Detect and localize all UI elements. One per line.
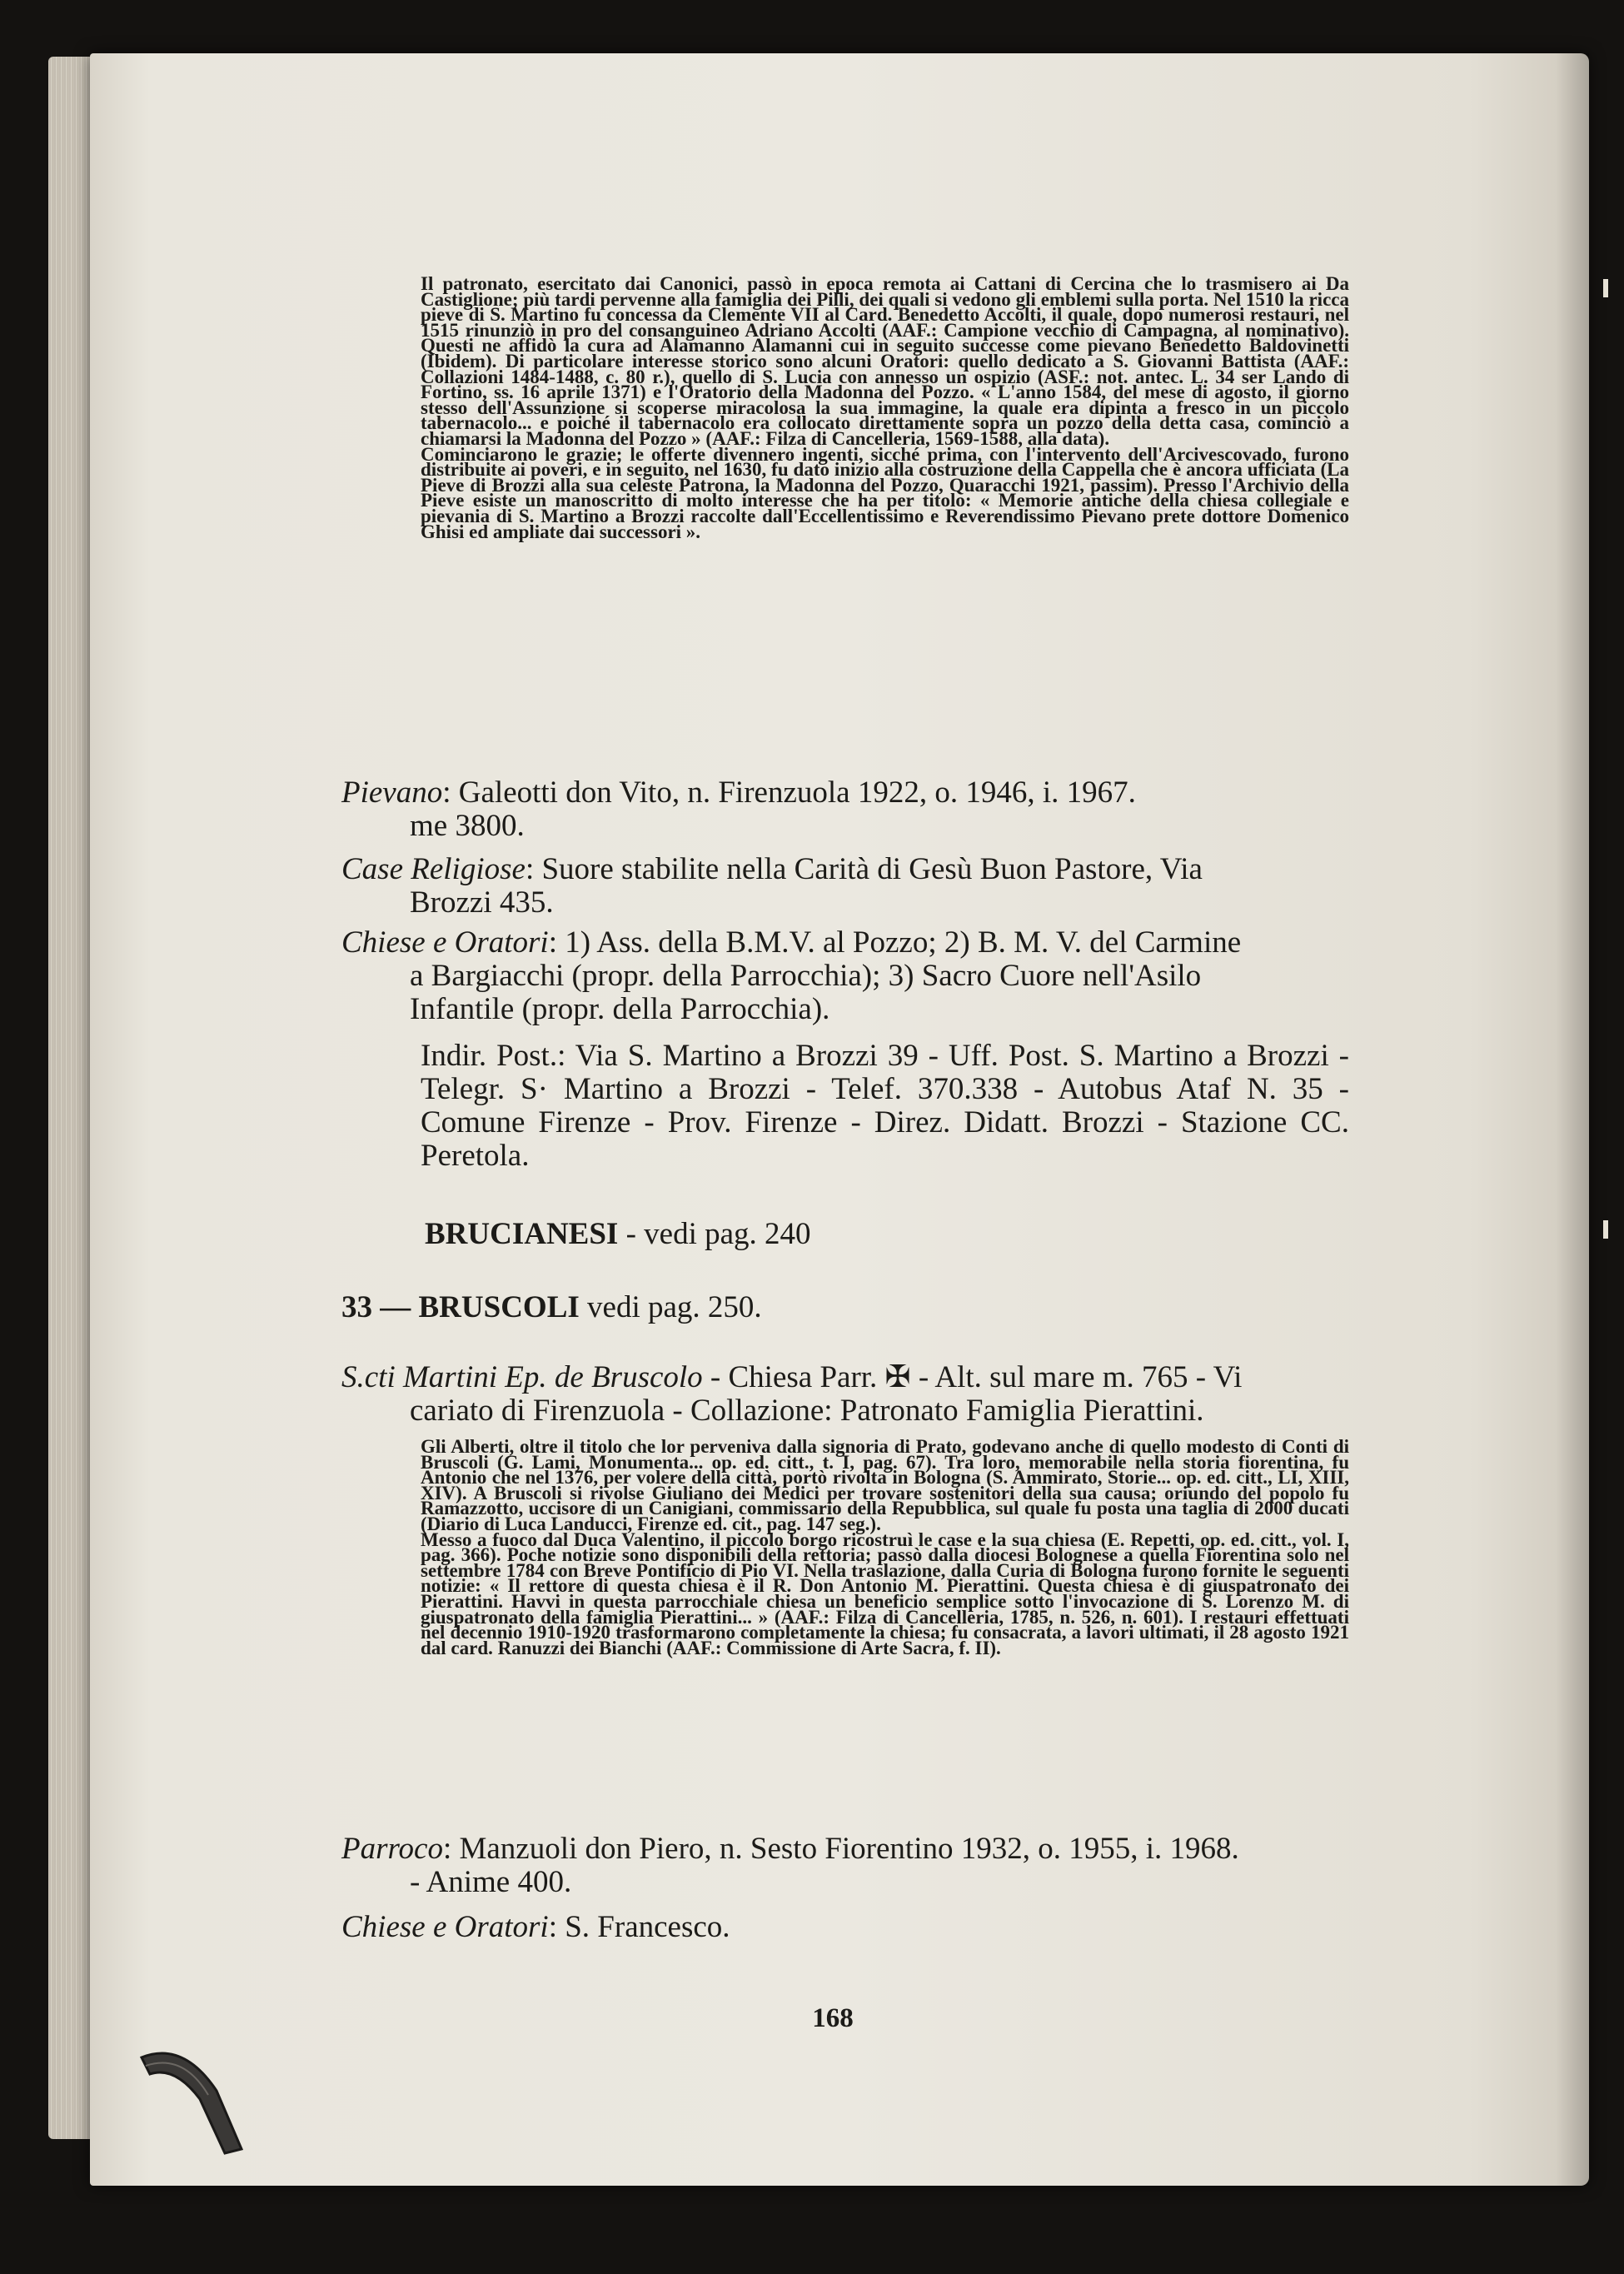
edge-mark (1603, 1220, 1608, 1239)
brucianesi-heading: BRUCIANESI (425, 1217, 619, 1251)
postal-info: Indir. Post.: Via S. Martino a Brozzi 39 - Uff. Post. S. Martino a Brozzi - Telegr. S· Martino a Brozzi - Telef. 370.338 - Autobus Ataf N. 35 - Comune Firenze - Prov. Firenze - Direz. Didatt. Brozzi - Stazione CC. Peretola. (421, 1039, 1349, 1173)
case-religiose-text: Suore stabilite nella Carità di Gesù Buon Pastore, Via (541, 852, 1203, 886)
brucianesi-line (425, 1218, 1341, 1251)
colon: : (442, 1832, 460, 1866)
chiese-oratori-text-cont: Infantile (propr. della Parrocchia). (410, 992, 830, 1026)
edge-mark (1603, 279, 1608, 297)
church-name-label: S.cti Martini Ep. de Bruscolo (341, 1360, 703, 1394)
bruscoli-line (341, 1291, 1341, 1324)
chiese-oratori-text-cont: a Bargiacchi (propr. della Parrocchia); 3) Sacro Cuore nell'Asilo (410, 959, 1202, 993)
bruscolo-church-entry (341, 1361, 1349, 1428)
bruscoli-ref: vedi pag. 250. (587, 1290, 762, 1324)
parroco-text-cont: - Anime 400. (410, 1865, 572, 1899)
ribbon-bookmark (125, 2041, 250, 2157)
note-paragraph: Messo a fuoco dal Duca Valentino, il piccolo borgo ricostruì le case e la sua chiesa (E. Repetti, op. ed. citt., vol. I, pag. 366). Poche notizie sono disponibili della rettoria; passò dalla diocesi Bolognese a quella Fiorentina solo nel settembre 1784 con Breve Pontificio di Pio VI. Nella traslazione, dalla Curia di Bologna furono fornite le seguenti notizie: « Il rettore di questa chiesa è il R. Don Antonio M. Pierattini. Questa chiesa è di giuspatronato dei Pierattini. Havvi in questa parrocchiale chiesa un beneficio semplice sotto l'invocazione di S. Lorenzo M. di giuspatronato della famiglia Pierattini... » (AAF.: Filza di Cancelleria, 1785, n. 526, n. 601). I restauri effettuati nel decennio 1910-1920 trasformarono completamente la chiesa; fu consacrata, a lavori ultimati, il 28 agosto 1921 dal card. Ranuzzi dei Bianchi (AAF.: Commissione di Arte Sacra, f. II). (421, 1528, 1349, 1658)
note-paragraph: Cominciarono le grazie; le offerte divennero ingenti, sicché prima, con l'intervento dell'Arcivescovado, furono distribuite ai poveri, e in seguito, nel 1630, fu dato inizio alla costruzione della Cappella che è ancora ufficiata (La Pieve di Brozzi alla sua celeste Patrona, la Madonna del Pozzo, Quaracchi 1921, passim). Presso l'Archivio della Pieve esiste un manoscritto di molto interesse che ha per titolo: « Memorie antiche della chiesa collegiale e pievania di S. Martino a Brozzi raccolte dall'Eccellentissimo e Reverendissimo Pievano prete dottore Domenico Ghisi ed ampliate dai successori ». (421, 443, 1349, 542)
bruscoli-heading: BRUSCOLI (418, 1290, 580, 1324)
church-text: - Alt. sul mare m. 765 - Vi (918, 1360, 1243, 1394)
note-paragraph: Gli Alberti, oltre il titolo che lor perveniva dalla signoria di Prato, godevano anche di quello modesto di Conti di Bruscoli (G. Lami, Monumenta... op. ed. citt., t. I, pag. 67). Tra loro, memorabile nella storia fiorentina, fu Antonio che nel 1376, per volere della città, portò rivolta in Bologna (S. Ammirato, Storie... op. ed. citt., LI, XIII, XIV). A Bruscoli si rivolse Giuliano dei Medici per trovare sostenitori della sua causa; oriundo del popolo fu Ramazzotto, uccisore di un Canigiani, commissario della Repubblica, sul quale fu posta una taglia di 2000 ducati (Diario di Luca Landucci, Firenze ed. cit., pag. 147 seg.). (421, 1436, 1349, 1534)
note-block-1 (421, 273, 1349, 542)
chiese-oratori-entry (341, 926, 1349, 1026)
parroco-text: Manzuoli don Piero, n. Sesto Fiorentino 1932, o. 1955, i. 1968. (459, 1832, 1239, 1866)
pievano-text: Galeotti don Vito, n. Firenzuola 1922, o. 1946, i. 1967. (458, 775, 1136, 810)
colon: : (442, 775, 459, 810)
chiese-oratori-text: S. Francesco. (565, 1910, 730, 1944)
pievano-text-cont: me 3800. (410, 809, 525, 843)
chiese-oratori-text: 1) Ass. della B.M.V. al Pozzo; 2) B. M. V. del Carmine (565, 925, 1242, 960)
note-paragraph: Il patronato, esercitato dai Canonici, passò in epoca remota ai Cattani di Cercina che lo trasmisero ai Da Castiglione; più tardi pervenne alla famiglia dei Pilli, dei quali si vedono gli emblemi sulla porta. Nel 1510 la ricca pieve di S. Martino fu concessa da Clemente VII al Card. Benedetto Accolti, il quale, dopo numerosi restauri, nel 1515 rinunziò in pro del consanguineo Adriano Accolti (AAF.: Campione vecchio di Campagna, al nominativo). Questi ne affidò la cura ad Alamanno Alamanni cui in seguito successe come pievano Benedetto Baldovinetti (Ibidem). Di particolare interesse storico sono alcuni Oratori: quello dedicato a S. Giovanni Battista (AAF.: Collazioni 1484-1488, c. 80 r.), quello di S. Lucia con annesso un ospizio (ASF.: not. antec. L. 34 ser Lando di Fortino, ss. 16 aprile 1371) e l'Oratorio della Madonna del Pozzo. « L'anno 1584, del mese di agosto, il giorno stesso dell'Assunzione si scoperse miracolosa la sua immagine, la quale era dipinta a fresco in un piccolo tabernacolo... e poiché il tabernacolo era collocato direttamente sopra un pozzo della detta casa, cominciò a chiamarsi la Madonna del Pozzo » (AAF.: Filza di Cancelleria, 1569-1588, alla data). (421, 273, 1349, 449)
brucianesi-ref: - vedi pag. 240 (625, 1217, 811, 1251)
colon: : (548, 1910, 565, 1944)
chiese-oratori-label: Chiese e Oratori (341, 1910, 549, 1944)
chiese-oratori-label: Chiese e Oratori (341, 925, 549, 960)
church-text-cont: cariato di Firenzuola - Collazione: Patronato Famiglia Pierattini. (410, 1394, 1204, 1428)
colon: : (548, 925, 565, 960)
page-gutter (1556, 53, 1589, 2186)
chiese-oratori-entry-2 (341, 1911, 1349, 1944)
note-block-2 (421, 1436, 1349, 1658)
parroco-label: Parroco (341, 1832, 443, 1866)
pievano-label: Pievano (341, 775, 443, 810)
bruscoli-number: 33 — (341, 1290, 411, 1324)
case-religiose-label: Case Religiose (341, 852, 526, 886)
case-religiose-text-cont: Brozzi 435. (410, 885, 554, 920)
case-religiose-entry (341, 853, 1349, 920)
parroco-entry (341, 1833, 1349, 1899)
cross-icon: ✠ (884, 1360, 911, 1394)
page-number: 168 (812, 2003, 854, 2033)
pievano-entry (341, 776, 1349, 843)
church-text: - Chiesa Parr. (710, 1360, 878, 1394)
colon: : (525, 852, 542, 886)
